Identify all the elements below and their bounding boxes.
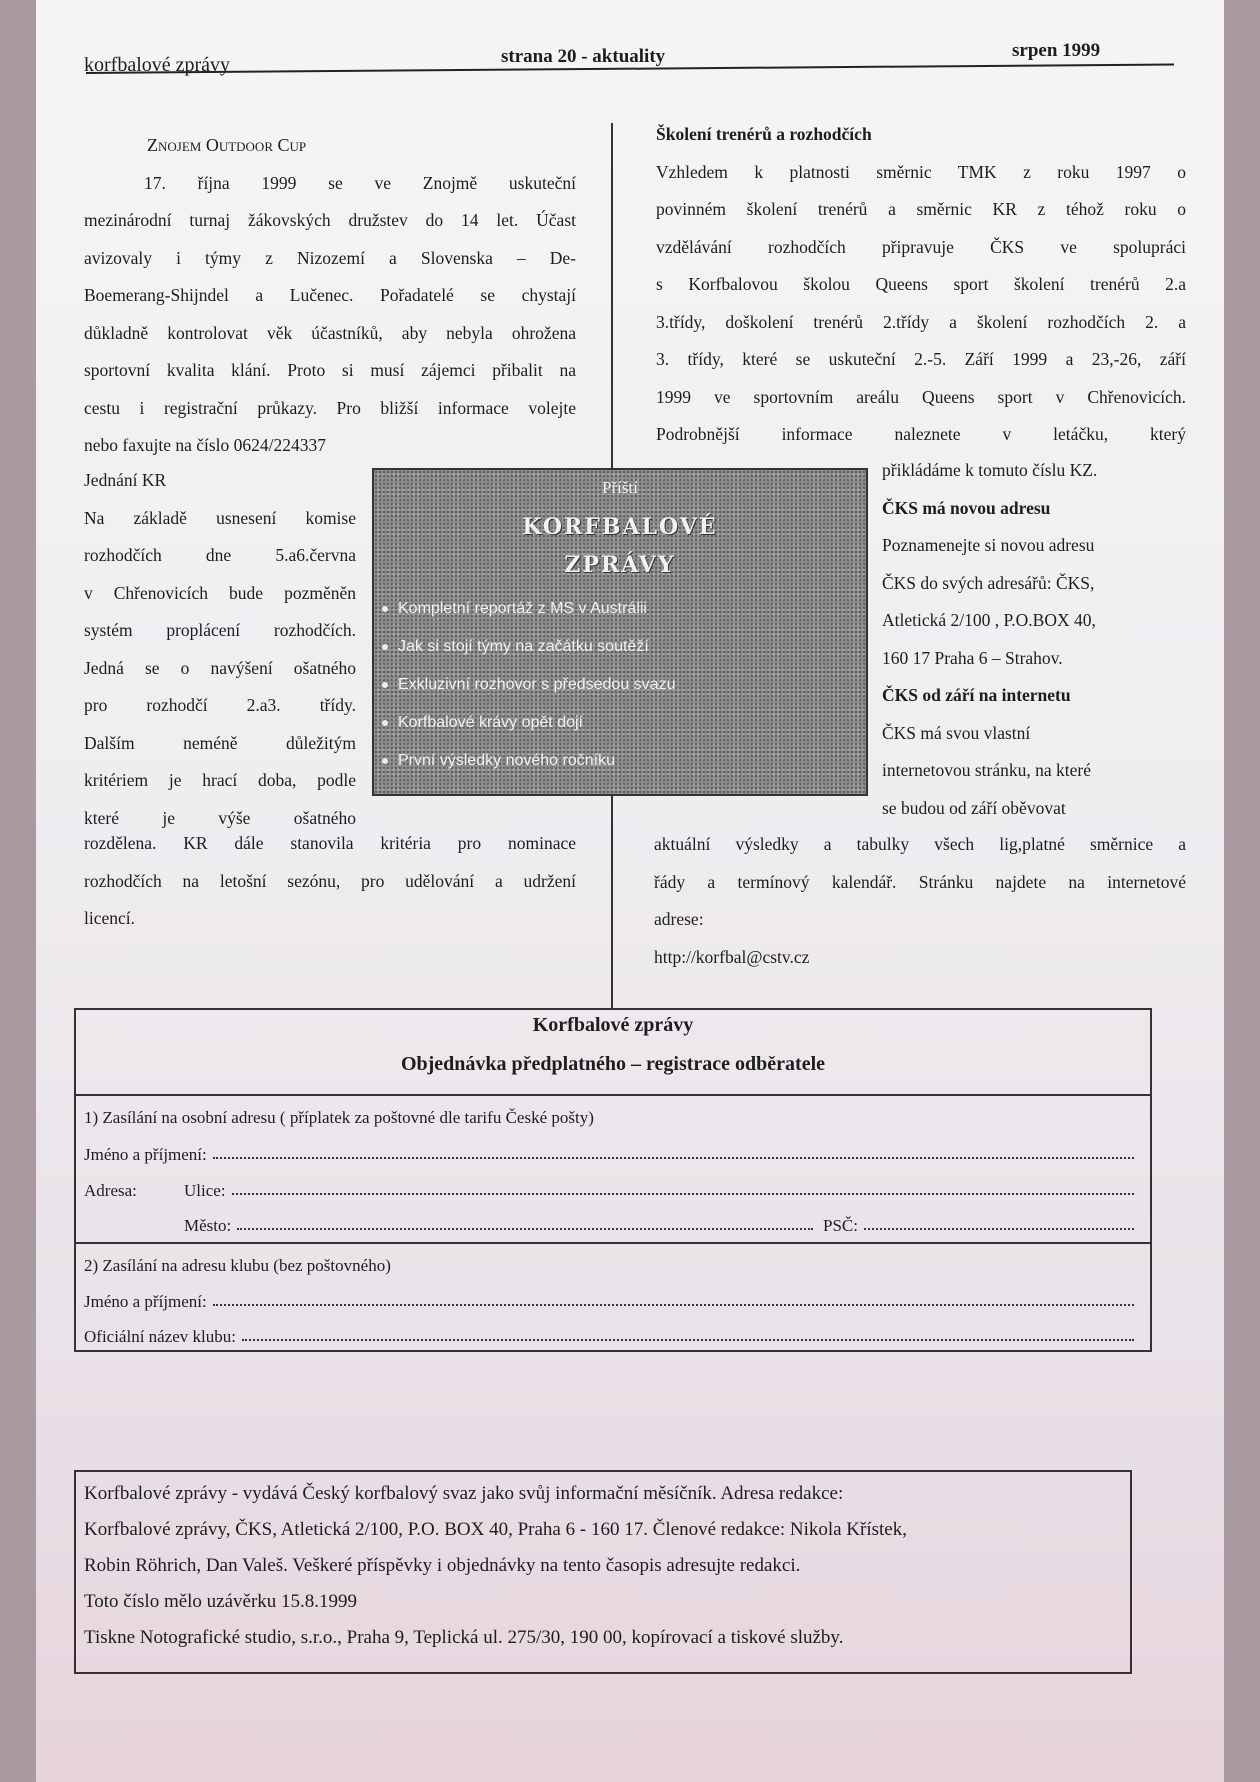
list-item [382,666,866,704]
list-item [382,628,866,666]
imprint-line: Robin Röhrich, Dan Valeš. Veškeré příspěvky i objednávky na tento časopis adresujte redakci. [84,1555,801,1576]
text-line: rozdělena. KR dále stanovila kritéria pro nominace [84,833,576,853]
text-line: 3. třídy, které se uskuteční 2.-5. Září 1999 a 23,-26, září [656,349,1186,369]
text-line: rozhodčích na letošní sezónu, pro udělování a udržení [84,870,576,891]
bullet-icon [382,720,388,726]
imprint-line: Toto číslo mělo uzávěrku 15.8.1999 [84,1591,358,1612]
ad-title: ZPRÁVY [564,552,676,578]
text-line: ČKS má svou vlastní [882,722,1031,743]
article-kr [84,462,356,837]
list-item-label: Exkluzivní rozhovor s předsedou svazu [398,676,676,693]
imprint-box [74,1470,1132,1674]
text-line: 17. října 1999 se ve Znojmě uskuteční [144,172,576,193]
url-text: http://korfbal@cstv.cz [654,946,810,967]
text-line: které je výše ošatného [84,807,356,828]
imprint-line: Korfbalové zprávy - vydává Český korfbalový svaz jako svůj informační měsíčník. Adresa redakce: [84,1483,844,1504]
text-line: internetovou stránku, na které [882,760,1091,780]
article-kr-continued [84,825,576,938]
form-subtitle: Objednávka předplatného – registrace odběratele [400,1053,826,1075]
section-label: 1) Zasílání na osobní adresu ( příplatek za poštovné dle tarifu České pošty) [84,1108,594,1127]
street-field[interactable] [232,1192,1134,1195]
city-field-row[interactable] [84,1202,1140,1236]
street-label: Ulice: [184,1181,226,1200]
article-skoleni [656,116,1186,454]
text-line: rozhodčích dne 5.a6.června [84,545,356,565]
ad-pretitle: Příští [602,478,638,497]
text-line: vzdělávání rozhodčích připravuje ČKS ve spolupráci [656,236,1186,257]
text-line: aktuální výsledky a tabulky všech lig,platné směrnice a [654,834,1186,854]
form-title: Korfbalové zprávy [532,1014,694,1036]
text-line: Na základě usnesení komise [84,507,356,528]
text-line: řády a termínový kalendář. Stránku najdete na internetové [654,871,1186,892]
list-item [382,742,866,780]
document-page [36,0,1224,1782]
header-center: strana 20 - aktuality [501,46,666,67]
article-internet-continued [654,826,1186,976]
list-item-label: První výsledky nového ročníku [398,752,615,769]
form-section-2 [84,1242,1140,1276]
right-narrow-block [882,452,1186,827]
section-label: 2) Zasílání na adresu klubu (bez poštovného) [84,1256,391,1275]
text-line: cestu i registrační průkazy. Pro bližší informace volejte [84,397,576,418]
text-line: Jedná se o navýšení ošatného [84,657,356,678]
ad-list [382,590,866,780]
text-line: 160 17 Praha 6 – Strahov. [882,647,1063,668]
text-line: Boemerang-Shijndel a Lučenec. Pořadatelé se chystají [84,285,576,305]
text-line: v Chřenovicích bude pozměněn [84,582,356,603]
name-label: Jméno a příjmení: [84,1145,207,1164]
text-line: sportovní kvalita klání. Proto si musí zájemci přibalit na [84,360,576,380]
header-left: korfbalové zprávy [84,54,231,76]
imprint-line: Korfbalové zprávy, ČKS, Atletická 2/100, P.O. BOX 40, Praha 6 - 160 17. Členové redakce: Nikola Křístek, [84,1519,907,1540]
text-line: nebo faxujte na číslo 0624/224337 [84,435,327,455]
text-line: licencí. [84,908,136,928]
text-line: avizovaly i týmy z Nizozemí a Slovenska – De- [84,247,576,268]
club-field[interactable] [242,1338,1134,1341]
address-label: Adresa: [84,1181,137,1200]
text-line: přikládáme k tomuto číslu KZ. [882,460,1098,480]
text-line: ČKS do svých adresářů: ČKS, [882,572,1095,593]
article-title: ČKS od září na internetu [882,685,1071,705]
city-field[interactable] [237,1227,813,1230]
name-field[interactable] [213,1156,1134,1159]
article-title: Jednání KR [84,470,167,490]
psc-field[interactable] [864,1227,1134,1230]
article-znojem [84,127,576,465]
street-field-row[interactable] [84,1167,1140,1201]
city-label: Město: [184,1216,232,1235]
bullet-icon [382,606,388,612]
text-line: povinném školení trenérů a směrnic KR z téhož roku o [656,199,1186,219]
bullet-icon [382,758,388,764]
club-official-field-row[interactable] [84,1313,1140,1347]
list-item [382,590,866,628]
text-line: Poznamenejte si novou adresu [882,535,1095,555]
name-field[interactable] [213,1303,1134,1306]
list-item [382,704,866,742]
text-line: Podrobnější informace naleznete v letáčku, který [656,424,1186,444]
text-line: systém proplácení rozhodčích. [84,620,356,640]
text-line: důkladně kontrolovat věk účastníků, aby nebyla ohrožena [84,322,576,343]
text-line: se budou od září oběvovat [882,797,1066,818]
header-right: srpen 1999 [1012,40,1101,61]
name-field-row[interactable] [84,1131,1140,1165]
text-line: adrese: [654,909,704,929]
bullet-icon [382,682,388,688]
text-line: 1999 ve sportovním areálu Queens sport v Chřenovicích. [656,386,1186,407]
text-line: Dalším neméně důležitým [84,732,356,753]
imprint-line: Tiskne Notografické studio, s.r.o., Praha 9, Teplická ul. 275/30, 190 00, kopírovací a tiskové služby. [84,1627,844,1648]
subscription-form [74,1008,1152,1352]
bullet-icon [382,644,388,650]
club-name-field-row[interactable] [84,1278,1140,1312]
text-line: 3.třídy, doškolení trenérů 2.třídy a školení rozhodčích 2. a [656,311,1186,332]
list-item-label: Jak si stojí týmy na začátku soutěží [398,638,649,655]
text-line: s Korfbalovou školou Queens sport školení trenérů 2.a [656,274,1186,294]
ad-title: KORFBALOVÉ [522,514,718,540]
article-title: Znojem Outdoor Cup [147,135,307,155]
article-title: ČKS má novou adresu [882,497,1051,518]
article-title: Školení trenérů a rozhodčích [656,124,872,144]
psc-label: PSČ: [823,1216,858,1235]
text-line: mezinárodní turnaj žákovských družstev do 14 let. Účast [84,210,576,230]
text-line: Atletická 2/100 , P.O.BOX 40, [882,610,1096,630]
text-line: kritériem je hrací doba, podle [84,770,356,790]
list-item-label: Kompletní reportáž z MS v Austrálii [398,600,647,617]
form-section-1 [84,1094,1140,1128]
name-label: Jméno a příjmení: [84,1292,207,1311]
club-label: Oficiální název klubu: [84,1327,237,1346]
text-line: pro rozhodčí 2.a3. třídy. [84,695,356,715]
next-issue-ad [372,468,868,796]
text-line: Vzhledem k platnosti směrnic TMK z roku 1997 o [656,161,1186,182]
list-item-label: Korfbalové krávy opět dojí [398,714,583,731]
